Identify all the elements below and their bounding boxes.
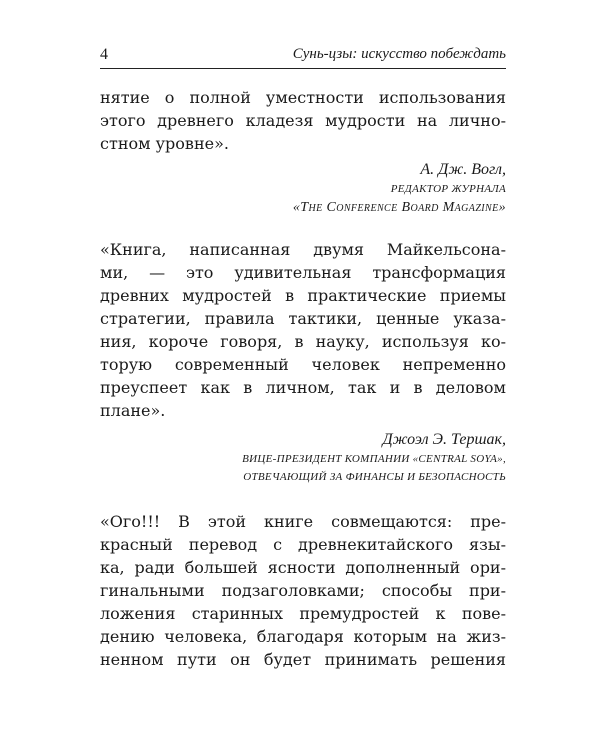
text-line: красный перевод с древнекитайского язы- (100, 535, 506, 554)
text-line: ложения старинных премудростей к пове- (100, 604, 506, 623)
author-role: РЕДАКТОР ЖУРНАЛА (390, 183, 506, 195)
text-line: ми, — это удивительная трансформация (100, 263, 506, 282)
text-line: древних мудростей в практические приемы (100, 286, 506, 305)
text-line: ка, ради большей ясности дополненный ори- (100, 558, 506, 577)
author-role: ОТВЕЧАЮЩИЙ ЗА ФИНАНСЫ И БЕЗОПАСНОСТЬ (243, 471, 506, 483)
author-role: ВИЦЕ-ПРЕЗИДЕНТ КОМПАНИИ «CENTRAL SOYA», (242, 453, 506, 465)
text-line: плане». (100, 401, 166, 420)
text-line: дению человека, благодаря которым на жиз- (100, 627, 506, 646)
text-line: «Ого!!! В этой книге совмещаются: пре- (100, 512, 506, 531)
text-line: этого древнего кладезя мудрости на лично- (100, 111, 506, 130)
text-line: торую современный человек непременно (100, 355, 506, 374)
text-line: стном уровне». (100, 134, 229, 153)
text-line: гинальными подзаголовками; способы при- (100, 581, 506, 600)
quote-2-text (100, 238, 506, 422)
text-line: нятие о полной уместности использования (100, 88, 506, 107)
publication-name: «The Conference Board Magazine» (292, 200, 506, 215)
author-name: Джоэл Э. Тершак, (382, 431, 506, 448)
text-line: ненном пути он будет принимать решения (100, 650, 506, 669)
quote-1-attribution (100, 160, 506, 218)
page-header (100, 44, 506, 69)
text-line: стратегии, правила тактики, ценные указа- (100, 309, 506, 328)
text-line: ния, короче говоря, в науку, используя ко- (100, 332, 506, 351)
quote-2-attribution (100, 430, 506, 486)
page-number: 4 (100, 46, 108, 63)
text-line: «Книга, написанная двумя Майкельсона- (100, 240, 506, 259)
author-name: А. Дж. Вогл, (420, 161, 506, 178)
quote-3-text (100, 510, 506, 671)
text-line: преуспеет как в личном, так и в деловом (100, 378, 506, 397)
running-title: Сунь-цзы: искусство побеждать (292, 46, 506, 62)
quote-1-text (100, 86, 506, 155)
